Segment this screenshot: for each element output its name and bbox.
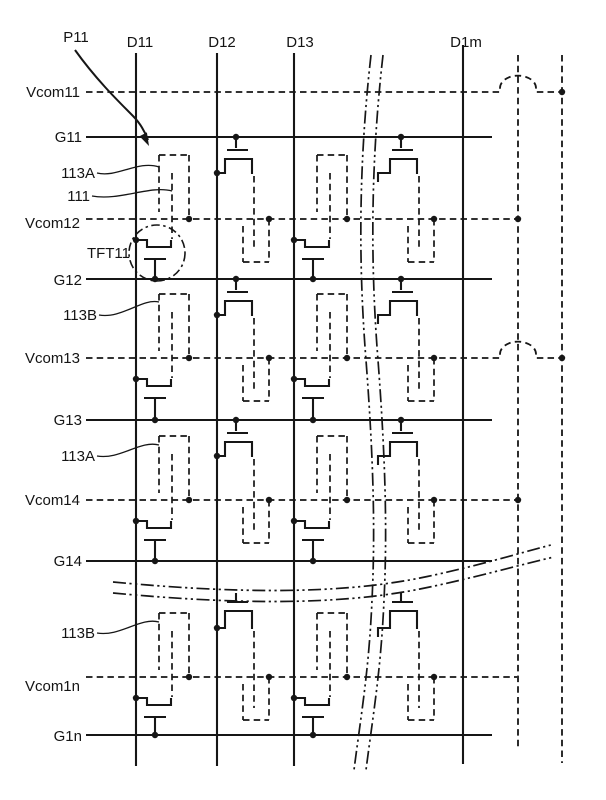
gate-line-label-g11: G11 — [54, 129, 82, 146]
data-line-label-d11: D11 — [126, 34, 154, 51]
junction-dot — [214, 625, 220, 631]
vcom-line-label-12: Vcom12 — [24, 215, 80, 232]
junction-dot — [398, 276, 404, 282]
data-line-label-d1m: D1m — [450, 34, 482, 51]
pixel-electrode-label-111: 111 — [67, 188, 90, 205]
junction-dot — [431, 674, 437, 680]
junction-dot — [431, 216, 437, 222]
junction-dot — [291, 695, 297, 701]
junction-dot — [344, 674, 350, 680]
electrode-label-113a-3: 113A — [61, 448, 95, 465]
junction-dot — [398, 417, 404, 423]
junction-dot — [515, 216, 521, 222]
junction-dot — [133, 518, 139, 524]
junction-dot — [398, 134, 404, 140]
data-line-label-d13: D13 — [286, 34, 314, 51]
junction-dot — [344, 216, 350, 222]
gate-line-label-g14: G14 — [53, 553, 82, 570]
junction-dot — [152, 732, 158, 738]
gate-line-label-g12: G12 — [53, 272, 82, 289]
junction-dot — [559, 355, 565, 361]
vcom-line-label-13: Vcom13 — [24, 350, 80, 367]
junction-dot — [133, 695, 139, 701]
junction-dot — [266, 497, 272, 503]
vcom-line-label-14: Vcom14 — [24, 492, 80, 509]
gate-line-label-g1n: G1n — [53, 728, 82, 745]
junction-dot — [133, 376, 139, 382]
junction-dot — [266, 355, 272, 361]
junction-dot — [266, 674, 272, 680]
junction-dot — [344, 355, 350, 361]
junction-dot — [233, 276, 239, 282]
junction-dot — [214, 170, 220, 176]
data-line-label-d12: D12 — [208, 34, 236, 51]
junction-dot — [310, 417, 316, 423]
junction-dot — [133, 237, 139, 243]
vcom-line-label-11: Vcom11 — [26, 84, 80, 101]
junction-dot — [186, 674, 192, 680]
junction-dot — [152, 276, 158, 282]
junction-dot — [291, 237, 297, 243]
vcom-line-label-1n: Vcom1n — [24, 678, 80, 695]
gate-line-label-g13: G13 — [53, 412, 82, 429]
junction-dot — [515, 497, 521, 503]
junction-dot — [431, 355, 437, 361]
junction-dot — [266, 216, 272, 222]
electrode-label-113a-1: 113A — [61, 165, 95, 182]
junction-dot — [186, 497, 192, 503]
junction-dot — [291, 518, 297, 524]
junction-dot — [310, 558, 316, 564]
junction-dot — [214, 453, 220, 459]
tft-label-tft11: TFT11 — [86, 245, 130, 262]
junction-dot — [310, 276, 316, 282]
junction-dot — [186, 355, 192, 361]
electrode-label-113b-n: 113B — [61, 625, 95, 642]
junction-dot — [559, 89, 565, 95]
junction-dot — [186, 216, 192, 222]
junction-dot — [291, 376, 297, 382]
electrode-label-113b-2: 113B — [63, 307, 97, 324]
junction-dot — [214, 312, 220, 318]
junction-dot — [152, 417, 158, 423]
pixel-label-p11: P11 — [63, 29, 89, 46]
junction-dot — [344, 497, 350, 503]
junction-dot — [233, 134, 239, 140]
junction-dot — [431, 497, 437, 503]
junction-dot — [310, 732, 316, 738]
junction-dot — [233, 417, 239, 423]
junction-dot — [152, 558, 158, 564]
